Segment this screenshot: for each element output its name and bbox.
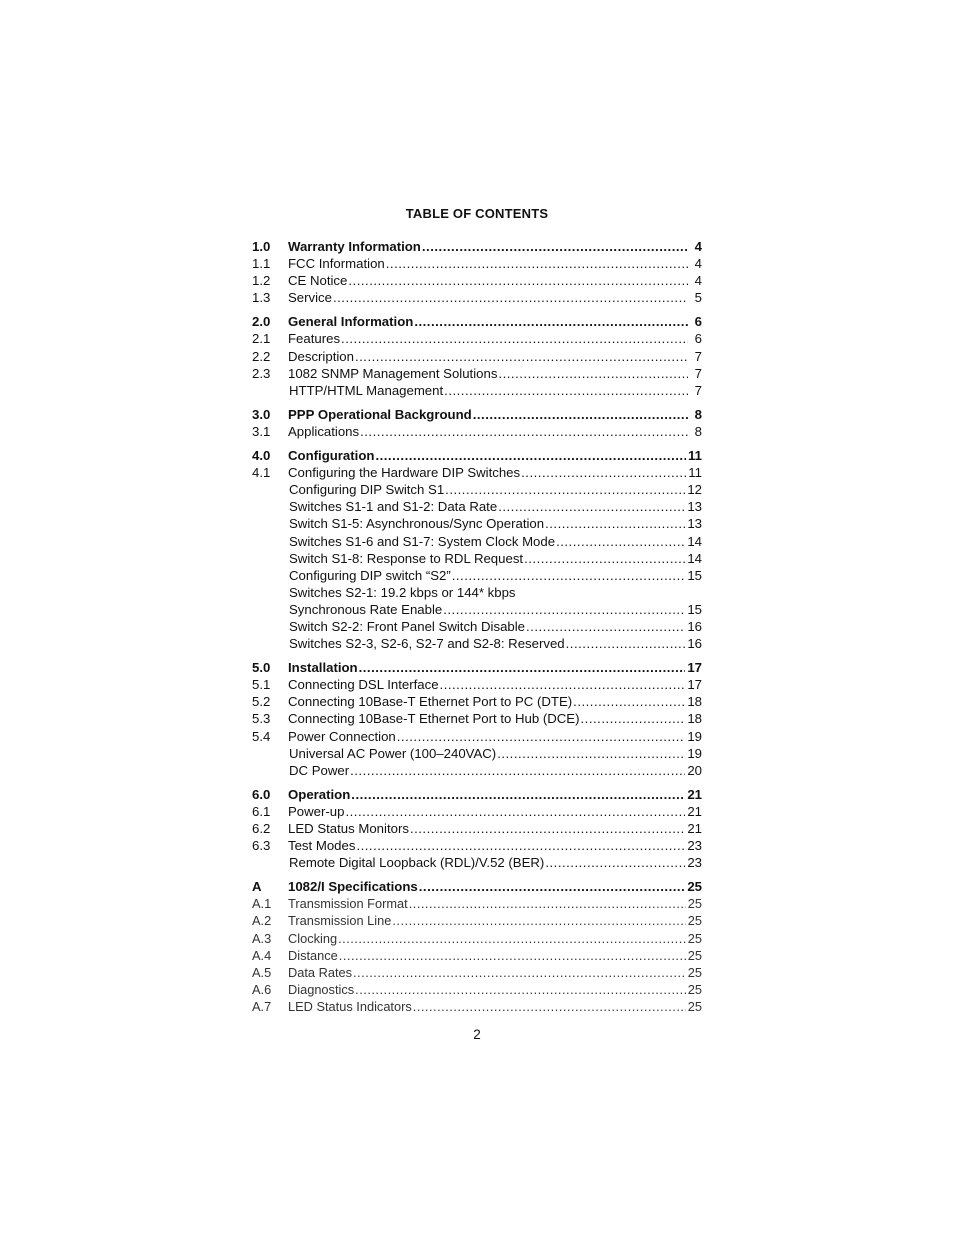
toc-entry-body: [288, 567, 702, 584]
toc-entry-page: 17: [687, 677, 702, 693]
toc-entry-label: Configuration: [288, 448, 375, 464]
table-of-contents: [252, 238, 702, 1015]
toc-entry[interactable]: [252, 481, 702, 498]
toc-entry-page: 21: [687, 803, 702, 819]
toc-leader-dots: [356, 837, 685, 854]
toc-leader-dots: [360, 423, 688, 440]
toc-entry-label: Test Modes: [288, 838, 356, 854]
toc-entry-body: [288, 930, 702, 947]
toc-entry-body: [288, 710, 702, 727]
toc-entry-page: 25: [687, 947, 702, 963]
toc-entry[interactable]: [252, 255, 702, 272]
toc-entry-number: 2.1: [252, 331, 271, 347]
toc-entry-label: Distance: [288, 947, 338, 963]
toc-entry-page: 4: [694, 239, 702, 254]
toc-leader-dots: [355, 981, 686, 998]
toc-entry[interactable]: [252, 382, 702, 399]
toc-entry-body: [288, 584, 702, 601]
toc-entry-page: 25: [687, 998, 702, 1014]
toc-leader-dots: [359, 659, 686, 676]
toc-entry-number: 3.0: [252, 406, 271, 422]
toc-entry-number: 1.2: [252, 273, 271, 289]
toc-entry[interactable]: [252, 238, 702, 255]
toc-entry-page: 13: [687, 516, 702, 532]
toc-entry[interactable]: [252, 365, 702, 382]
toc-entry-page: 21: [687, 786, 702, 802]
toc-entry[interactable]: [252, 635, 702, 652]
toc-entry[interactable]: [252, 515, 702, 532]
toc-entry-page: 25: [687, 913, 702, 929]
toc-entry-page: 25: [687, 930, 702, 946]
toc-entry-page: 25: [687, 896, 702, 912]
toc-entry-label: Diagnostics: [288, 981, 355, 997]
toc-leader-dots: [526, 618, 685, 635]
toc-entry-number: 1.0: [252, 239, 271, 254]
toc-entry-body: [288, 498, 702, 515]
toc-entry-page: 7: [694, 382, 702, 398]
toc-leader-dots: [353, 964, 686, 981]
toc-entry-number: 4.1: [252, 465, 271, 481]
toc-entry-body: [288, 947, 702, 964]
toc-entry-body: [288, 238, 702, 255]
toc-entry[interactable]: [252, 854, 702, 871]
toc-entry-label: Configuring DIP Switch S1: [289, 482, 445, 498]
toc-entry-label: Warranty Information: [288, 239, 421, 254]
toc-entry-body: [288, 912, 702, 929]
toc-leader-dots: [348, 272, 688, 289]
toc-entry[interactable]: [252, 947, 702, 964]
toc-entry-label: Applications: [288, 423, 360, 439]
toc-entry[interactable]: [252, 567, 702, 584]
toc-entry-page: 25: [687, 981, 702, 997]
toc-entry-label: Switches S2-1: 19.2 kbps or 144* kbps: [289, 584, 516, 600]
toc-entry-number: 2.0: [252, 314, 271, 330]
toc-entry-body: [288, 820, 702, 837]
toc-leader-dots: [351, 786, 685, 803]
toc-leader-dots: [452, 567, 686, 584]
toc-entry-number: 2.2: [252, 348, 271, 364]
toc-entry-body: [288, 762, 702, 779]
toc-leader-dots: [443, 601, 685, 618]
toc-entry[interactable]: [252, 895, 702, 912]
toc-entry-page: 12: [687, 482, 702, 498]
toc-entry-page: 18: [687, 711, 702, 727]
toc-entry-number: A.1: [252, 896, 272, 912]
toc-entry-page: 17: [687, 660, 702, 676]
toc-entry-page: 7: [694, 365, 702, 381]
toc-entry-body: [288, 255, 702, 272]
toc-entry-label: Remote Digital Loopback (RDL)/V.52 (BER): [289, 855, 545, 871]
toc-entry-body: [288, 837, 702, 854]
toc-entry-label: 1082/I Specifications: [288, 879, 418, 895]
toc-leader-dots: [545, 854, 685, 871]
toc-entry-page: 18: [687, 694, 702, 710]
toc-entry[interactable]: [252, 981, 702, 998]
toc-entry[interactable]: [252, 272, 702, 289]
toc-leader-dots: [413, 998, 686, 1015]
toc-entry-label: Data Rates: [288, 964, 353, 980]
toc-entry[interactable]: [252, 912, 702, 929]
toc-entry-page: 19: [687, 728, 702, 744]
toc-entry-number: 1.3: [252, 290, 271, 306]
toc-entry-label: Transmission Line: [288, 913, 392, 929]
toc-entry-body: [288, 659, 702, 676]
toc-entry-label: Operation: [288, 786, 351, 802]
toc-entry-label: Description: [288, 348, 354, 364]
toc-entry-page: 8: [694, 406, 702, 422]
toc-entry-body: [288, 550, 702, 567]
toc-leader-dots: [333, 289, 688, 306]
toc-entry[interactable]: [252, 930, 702, 947]
toc-entry-label: FCC Information: [288, 256, 385, 272]
toc-entry-page: 25: [687, 964, 702, 980]
toc-entry-number: 2.3: [252, 365, 271, 381]
toc-heading: TABLE OF CONTENTS: [405, 206, 549, 221]
toc-entry-page: 7: [694, 348, 702, 364]
toc-entry[interactable]: [252, 878, 702, 895]
toc-entry-label: Configuring the Hardware DIP Switches: [288, 465, 521, 481]
toc-entry-number: A.5: [252, 964, 272, 980]
toc-entry[interactable]: [252, 584, 702, 601]
toc-entry-label: DC Power: [289, 762, 350, 778]
toc-entry[interactable]: [252, 837, 702, 854]
toc-leader-dots: [386, 255, 688, 272]
toc-leader-dots: [498, 365, 688, 382]
toc-leader-dots: [410, 820, 685, 837]
toc-entry-number: A.3: [252, 930, 272, 946]
toc-entry-page: 16: [687, 618, 702, 634]
toc-entry[interactable]: [252, 998, 702, 1015]
toc-entry-label: Power-up: [288, 803, 345, 819]
toc-entry-number: 1.1: [252, 256, 271, 272]
toc-leader-dots: [440, 676, 686, 693]
toc-entry-label: Synchronous Rate Enable: [289, 601, 443, 617]
toc-entry-label: Switch S1-8: Response to RDL Request: [289, 550, 524, 566]
toc-entry-label: Installation: [288, 660, 358, 676]
toc-entry-label: Clocking: [288, 930, 338, 946]
toc-entry-body: [288, 382, 702, 399]
toc-entry-number: 5.2: [252, 694, 271, 710]
toc-entry[interactable]: [252, 659, 702, 676]
toc-leader-dots: [338, 930, 686, 947]
toc-entry-body: [288, 998, 702, 1015]
toc-leader-dots: [581, 710, 686, 727]
toc-entry-page: 20: [687, 762, 702, 778]
toc-leader-dots: [397, 728, 686, 745]
toc-entry[interactable]: [252, 533, 702, 550]
toc-entry-page: 11: [688, 465, 702, 481]
toc-entry-label: 1082 SNMP Management Solutions: [288, 365, 498, 381]
toc-entry-page: 6: [694, 331, 702, 347]
toc-entry-number: A.6: [252, 981, 272, 997]
toc-entry-body: [288, 728, 702, 745]
toc-entry-label: HTTP/HTML Management: [289, 382, 444, 398]
toc-entry[interactable]: [252, 313, 702, 330]
toc-leader-dots: [414, 313, 688, 330]
toc-entry-label: Switch S2-2: Front Panel Switch Disable: [289, 618, 526, 634]
toc-entry[interactable]: [252, 423, 702, 440]
toc-entry-body: [288, 618, 702, 635]
toc-entry-body: [288, 272, 702, 289]
toc-entry-body: [288, 447, 702, 464]
toc-leader-dots: [350, 762, 685, 779]
toc-leader-dots: [341, 330, 688, 347]
toc-entry-label: General Information: [288, 314, 414, 330]
toc-entry-number: A: [252, 879, 262, 895]
toc-entry-body: [288, 895, 702, 912]
toc-entry-body: [288, 601, 702, 618]
toc-leader-dots: [545, 515, 685, 532]
toc-entry[interactable]: [252, 601, 702, 618]
toc-entry-page: 13: [687, 499, 702, 515]
toc-entry-body: [288, 464, 702, 481]
toc-entry-label: Configuring DIP switch “S2”: [289, 567, 451, 583]
toc-entry[interactable]: [252, 550, 702, 567]
toc-entry-page: 11: [688, 448, 702, 464]
toc-entry-page: 23: [687, 838, 702, 854]
toc-entry-label: Switches S2-3, S2-6, S2-7 and S2-8: Reserved: [289, 636, 565, 652]
toc-leader-dots: [339, 947, 686, 964]
toc-entry-body: [288, 693, 702, 710]
toc-entry-body: [288, 786, 702, 803]
toc-entry-page: 25: [687, 879, 702, 895]
toc-leader-dots: [345, 803, 685, 820]
page-number: 2: [473, 1027, 481, 1042]
toc-entry-body: [288, 533, 702, 550]
toc-entry-body: [288, 854, 702, 871]
toc-leader-dots: [473, 406, 688, 423]
toc-entry-body: [288, 964, 702, 981]
toc-entry-body: [288, 289, 702, 306]
toc-entry-label: Transmission Format: [288, 896, 408, 912]
toc-entry-number: 6.2: [252, 821, 271, 836]
toc-entry-label: Switches S1-1 and S1-2: Data Rate: [289, 499, 498, 515]
toc-entry-number: A.4: [252, 947, 272, 963]
toc-entry-number: A.2: [252, 913, 272, 929]
toc-entry-label: Connecting 10Base-T Ethernet Port to PC (DTE): [288, 694, 573, 710]
toc-entry[interactable]: [252, 745, 702, 762]
toc-entry-page: 23: [687, 855, 702, 871]
toc-leader-dots: [409, 895, 686, 912]
toc-entry-page: 8: [694, 423, 702, 439]
toc-leader-dots: [422, 238, 688, 255]
toc-leader-dots: [445, 481, 685, 498]
toc-leader-dots: [419, 878, 686, 895]
toc-entry-number: 5.0: [252, 660, 271, 676]
toc-entry-number: 5.4: [252, 728, 271, 744]
toc-entry[interactable]: [252, 330, 702, 347]
toc-entry-body: [288, 515, 702, 532]
toc-leader-dots: [375, 447, 686, 464]
toc-entry-label: Switches S1-6 and S1-7: System Clock Mode: [289, 533, 556, 549]
toc-entry[interactable]: [252, 289, 702, 306]
toc-entry-label: Service: [288, 290, 332, 306]
toc-entry-page: 5: [694, 290, 702, 306]
toc-entry[interactable]: [252, 464, 702, 481]
toc-leader-dots: [524, 550, 685, 567]
toc-entry-label: Connecting DSL Interface: [288, 677, 439, 693]
toc-entry-body: [288, 406, 702, 423]
toc-leader-dots: [497, 745, 685, 762]
toc-leader-dots: [521, 464, 686, 481]
toc-entry-page: 14: [687, 550, 702, 566]
toc-entry[interactable]: [252, 676, 702, 693]
toc-entry[interactable]: [252, 498, 702, 515]
toc-entry-label: Universal AC Power (100–240VAC): [289, 745, 497, 761]
toc-leader-dots: [355, 348, 688, 365]
toc-entry-page: 19: [687, 745, 702, 761]
toc-entry-page: 14: [687, 533, 702, 549]
toc-entry-body: [288, 330, 702, 347]
toc-entry-label: Features: [288, 331, 341, 347]
toc-entry-body: [288, 348, 702, 365]
toc-entry-page: 4: [694, 256, 702, 272]
toc-entry-label: LED Status Monitors: [288, 821, 409, 836]
toc-entry[interactable]: [252, 728, 702, 745]
toc-leader-dots: [392, 912, 685, 929]
toc-entry-body: [288, 878, 702, 895]
toc-leader-dots: [444, 382, 688, 399]
toc-entry-number: A.7: [252, 998, 272, 1014]
toc-entry[interactable]: [252, 786, 702, 803]
toc-entry-number: 5.3: [252, 711, 271, 727]
toc-entry[interactable]: [252, 820, 702, 837]
toc-entry-body: [288, 481, 702, 498]
toc-entry-label: PPP Operational Background: [288, 406, 472, 422]
toc-entry[interactable]: [252, 618, 702, 635]
toc-entry[interactable]: [252, 447, 702, 464]
toc-entry-body: [288, 803, 702, 820]
toc-entry-body: [288, 313, 702, 330]
toc-entry[interactable]: [252, 803, 702, 820]
toc-entry-page: 15: [687, 601, 702, 617]
toc-leader-dots: [573, 693, 685, 710]
toc-entry-body: [288, 423, 702, 440]
toc-entry-number: 6.0: [252, 786, 271, 802]
toc-entry[interactable]: [252, 762, 702, 779]
toc-entry-body: [288, 676, 702, 693]
toc-entry-body: [288, 635, 702, 652]
toc-entry-page: 4: [694, 273, 702, 289]
toc-entry-number: 5.1: [252, 677, 271, 693]
toc-entry-label: CE Notice: [288, 273, 348, 289]
toc-entry-body: [288, 745, 702, 762]
toc-entry-label: LED Status Indicators: [288, 998, 412, 1014]
toc-entry[interactable]: [252, 693, 702, 710]
toc-entry-label: Switch S1-5: Asynchronous/Sync Operation: [289, 516, 545, 532]
toc-leader-dots: [566, 635, 686, 652]
toc-entry-body: [288, 981, 702, 998]
toc-entry[interactable]: [252, 710, 702, 727]
toc-entry-page: 16: [687, 636, 702, 652]
toc-leader-dots: [498, 498, 685, 515]
toc-leader-dots: [556, 533, 685, 550]
toc-entry-number: 4.0: [252, 448, 271, 464]
toc-entry-label: Connecting 10Base-T Ethernet Port to Hub (DCE): [288, 711, 580, 727]
toc-entry-number: 6.1: [252, 803, 271, 819]
toc-entry[interactable]: [252, 406, 702, 423]
toc-entry-page: 6: [694, 314, 702, 330]
toc-entry-body: [288, 365, 702, 382]
toc-entry-number: 3.1: [252, 423, 271, 439]
toc-entry[interactable]: [252, 964, 702, 981]
toc-entry[interactable]: [252, 348, 702, 365]
toc-entry-page: 21: [687, 821, 702, 836]
toc-entry-page: 15: [687, 567, 702, 583]
toc-entry-number: 6.3: [252, 838, 271, 854]
toc-entry-label: Power Connection: [288, 728, 396, 744]
